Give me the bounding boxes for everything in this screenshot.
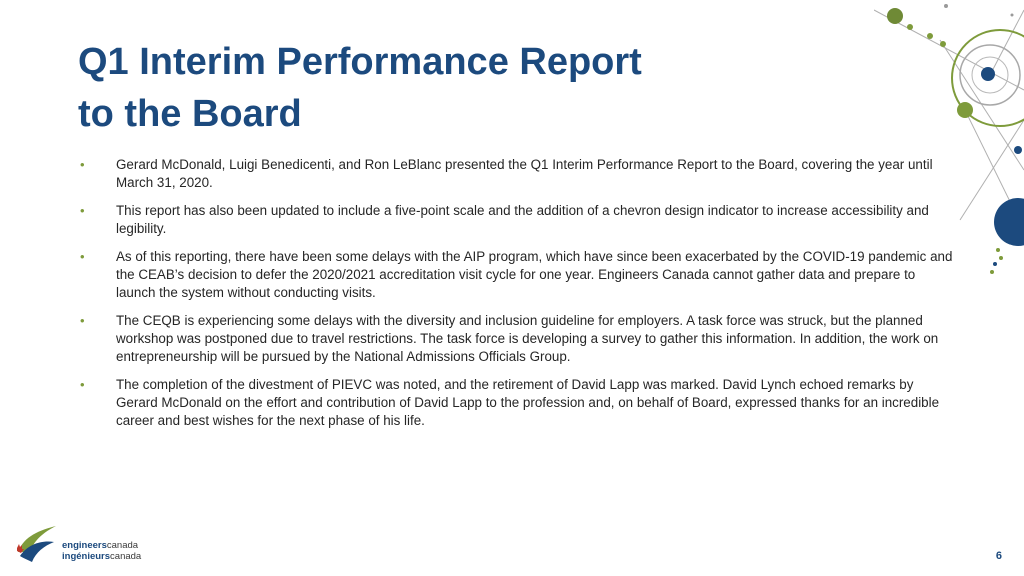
- slide-title-line-1: Q1 Interim Performance Report: [78, 41, 642, 83]
- page-number: 6: [995, 550, 1002, 562]
- engineers-canada-logo: [14, 522, 154, 568]
- bullet-marker: •: [80, 157, 85, 172]
- logo-line1-bold: engineers: [62, 540, 107, 551]
- bullet-text: The CEQB is experiencing some delays with the diversity and inclusion guideline for employers. A task force was struck, but the planned workshop was postponed due to travel restrictions. The task force is developing a survey to gather this information. In addition, the work on entrepreneurship will be pursued by the National Admissions Officials Group.: [116, 313, 939, 364]
- bullet-item: [78, 376, 958, 430]
- bullet-marker: •: [80, 377, 85, 392]
- maple-leaf-swoosh-logo-icon: [14, 522, 62, 568]
- bullet-item: [78, 156, 958, 192]
- bullet-text: The completion of the divestment of PIEVC was noted, and the retirement of David Lapp was marked. David Lynch echoed remarks by Gerard McDonald on the effort and contribution of David Lapp to the profession and, on behalf of Board, expressed thanks for an incredible career and best wishes for the next phase of his life.: [116, 377, 940, 428]
- logo-line1-normal: canada: [106, 540, 139, 551]
- bullet-item: [78, 202, 958, 238]
- slide-title-line-2: to the Board: [78, 93, 302, 135]
- logo-wordmark: [62, 540, 141, 562]
- bullet-item: [78, 248, 958, 302]
- logo-line2-bold: ingénieurs: [62, 551, 111, 562]
- bullet-list: [78, 156, 958, 440]
- bullet-item: [78, 312, 958, 366]
- decorative-network-graphic: [874, 0, 1024, 290]
- bullet-marker: •: [80, 313, 85, 328]
- bullet-marker: •: [80, 203, 85, 218]
- bullet-text: This report has also been updated to include a five-point scale and the addition of a chevron design indicator to increase accessibility and legibility.: [116, 203, 929, 236]
- bullet-text: As of this reporting, there have been some delays with the AIP program, which have since been exacerbated by the COVID-19 pandemic and the CEAB’s decision to defer the 2020/2021 accreditation visit cycle for one year. Engineers Canada cannot gather data and prepare to launch the system without conducting visits.: [116, 249, 953, 300]
- bullet-text: Gerard McDonald, Luigi Benedicenti, and Ron LeBlanc presented the Q1 Interim Performance Report to the Board, covering the year until March 31, 2020.: [116, 157, 933, 190]
- logo-line2-normal: canada: [110, 551, 142, 562]
- slide-title: [78, 36, 778, 140]
- bullet-marker: •: [80, 249, 85, 264]
